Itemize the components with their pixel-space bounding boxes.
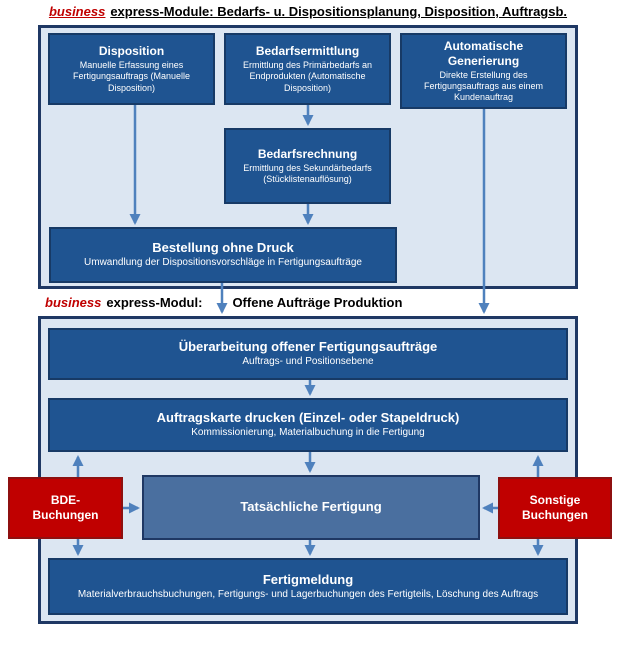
section2-title [45, 295, 402, 310]
node-tatsaechliche-title: Tatsächliche Fertigung [240, 499, 382, 515]
node-bde-buchungen [8, 477, 123, 539]
section1-title-text: express-Module: Bedarfs- u. Dispositionsplanung, Disposition, Auftragsb. [110, 4, 568, 19]
section2-title-text2: Offene Aufträge Produktion [232, 295, 403, 310]
node-bedarfsrechnung [224, 128, 391, 204]
node-bde-title: BDE-Buchungen [32, 493, 99, 522]
brand-business-1: business [48, 4, 106, 19]
node-auftragskarte [48, 398, 568, 452]
brand-business-2: business [45, 295, 102, 310]
node-bedarfsrechnung-title: Bedarfsrechnung [257, 146, 358, 161]
node-disposition-title: Disposition [98, 44, 165, 59]
node-bestellung-title: Bestellung ohne Druck [152, 240, 294, 256]
node-ueberarbeitung-title: Überarbeitung offener Fertigungsaufträge [178, 339, 438, 355]
section1-title [38, 4, 578, 19]
node-bedarfsermittlung [224, 33, 391, 105]
section2-title-text: express-Modul: [106, 295, 203, 310]
node-ueberarbeitung-subtitle: Auftrags- und Positionsebene [242, 356, 374, 368]
node-bedarfsrechnung-subtitle: Ermittlung des Sekundärbedarfs (Stücklistenauflösung) [243, 162, 372, 184]
node-fertigmeldung [48, 558, 568, 615]
node-automatische-title: Automatische Generierung [443, 38, 524, 68]
node-bestellung-ohne-druck [49, 227, 397, 283]
node-disposition-subtitle: Manuelle Erfassung eines Fertigungsauftrags (Manuelle Disposition) [72, 60, 191, 93]
node-bedarfsermittlung-title: Bedarfsermittlung [255, 44, 360, 59]
node-bestellung-subtitle: Umwandlung der Dispositionsvorschläge in Fertigungsaufträge [84, 257, 362, 269]
node-automatische-subtitle: Direkte Erstellung des Fertigungsauftrags aus einem Kundenauftrag [423, 69, 544, 103]
node-sonstige-buchungen [498, 477, 612, 539]
node-ueberarbeitung [48, 328, 568, 380]
node-auftragskarte-subtitle: Kommissionierung, Materialbuchung in die Fertigung [191, 427, 425, 439]
node-auftragskarte-title: Auftragskarte drucken (Einzel- oder Stapeldruck) [156, 410, 460, 426]
node-automatische-generierung [400, 33, 567, 109]
node-disposition [48, 33, 215, 105]
node-bedarfsermittlung-subtitle: Ermittlung des Primärbedarfs an Endprodukten (Automatische Disposition) [242, 60, 373, 93]
node-fertigmeldung-subtitle: Materialverbrauchsbuchungen, Fertigungs- und Lagerbuchungen des Fertigteils, Löschung des Auftrags [77, 588, 539, 600]
node-tatsaechliche-fertigung [142, 475, 480, 540]
node-fertigmeldung-title: Fertigmeldung [262, 571, 354, 587]
node-sonstige-title: Sonstige Buchungen [522, 493, 588, 522]
